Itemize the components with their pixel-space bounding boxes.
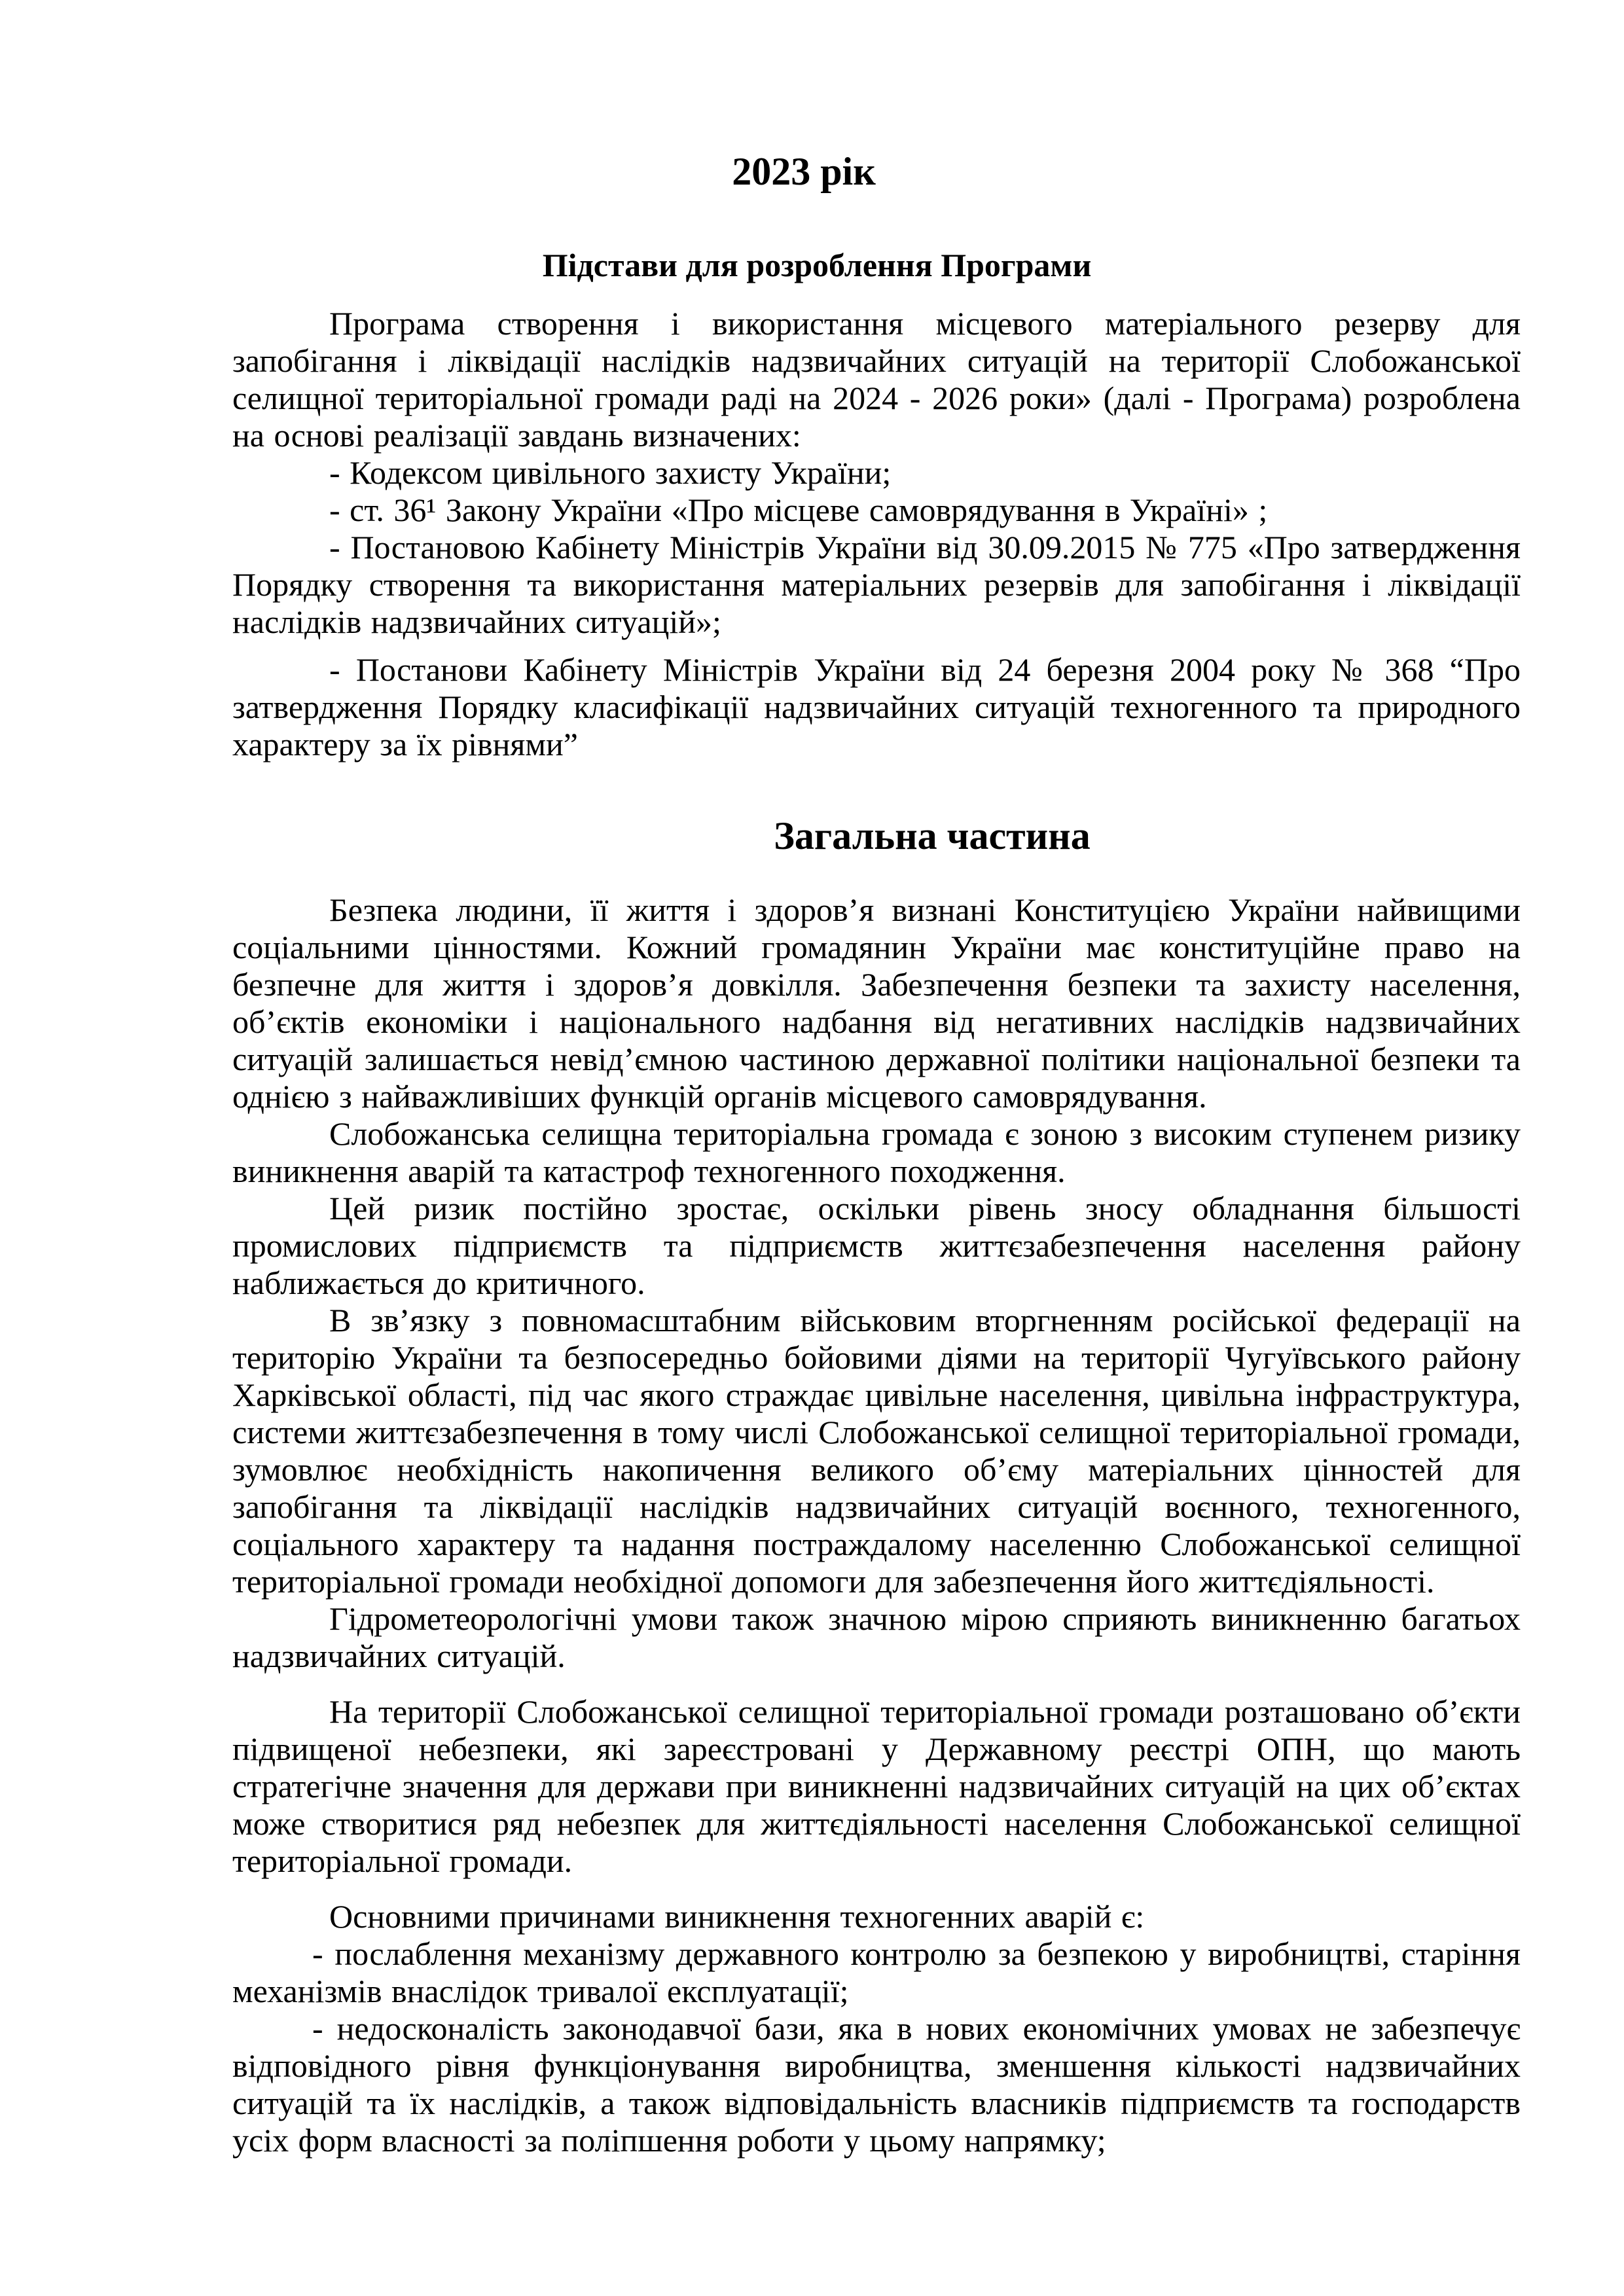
- basis-item-resolution-368: - Постанови Кабінету Міністрів України від 24 березня 2004 року № 368 “Про затвердження Порядку класифікації надзвичайних ситуацій техногенного та природного характеру за їх рівнями”: [232, 651, 1521, 762]
- general-paragraph-invasion-impact: В зв’язку з повномасштабним військовим вторгненням російської федерації на територію України та безпосередньо бойовими діями на території Чугуївського району Харківської області, під час якого страждає цивільне населення, цивільна інфраструктура, системи життєзабезпечення в тому числі Слобожанської селищної територіальної громади, зумовлює необхідність накопичення великого об’єму матеріальних цінностей для запобігання та ліквідації наслідків надзвичайних ситуацій воєнного, техногенного, соціального характеру та надання постраждалому населенню Слобожанської селищної територіальної громади необхідної допомоги для забезпечення його життєдіяльності.: [232, 1302, 1521, 1600]
- basis-item-civil-protection-code: - Кодексом цивільного захисту України;: [329, 454, 892, 491]
- cause-item-weakened-state-control: - послаблення механізму державного контролю за безпекою у виробництві, старіння механізмів внаслідок тривалої експлуатації;: [232, 1935, 1521, 2009]
- general-paragraph-human-safety: Безпека людини, її життя і здоров’я визнані Конституцією України найвищими соціальними цінностями. Кожний громадянин України має конституційне право на безпечне для життя і здоров’я довкілля. Забезпечення безпеки та захисту населення, об’єктів економіки і національного надбання від негативних наслідків надзвичайних ситуацій залишається невід’ємною частиною державної політики національної безпеки та однією з найважливіших функцій органів місцевого самоврядування.: [232, 891, 1521, 1115]
- general-paragraph-community-risk-zone: Слобожанська селищна територіальна громада є зоною з високим ступенем ризику виникнення аварій та катастроф техногенного походження.: [232, 1115, 1521, 1189]
- basis-item-resolution-775: - Постановою Кабінету Міністрів України від 30.09.2015 № 775 «Про затвердження Порядку створення та використання матеріальних резервів для запобігання і ліквідації наслідків надзвичайних ситуацій»;: [232, 529, 1521, 640]
- general-paragraph-accident-causes-lead: Основними причинами виникнення техногенних аварій є:: [329, 1898, 1145, 1935]
- year-heading: 2023 рік: [732, 150, 876, 193]
- general-section-title: Загальна частина: [774, 814, 1091, 857]
- general-paragraph-hydrometeorological-conditions: Гідрометеорологічні умови також значною мірою сприяють виникненню багатьох надзвичайних ситуацій.: [232, 1600, 1521, 1674]
- general-paragraph-risk-growth: Цей ризик постійно зростає, оскільки рівень зносу обладнання більшості промислових підприємств та підприємств життєзабезпечення населення району наближається до критичного.: [232, 1190, 1521, 1301]
- program-intro-paragraph: Програма створення і використання місцевого матеріального резерву для запобігання і ліквідації наслідків надзвичайних ситуацій на території Слобожанської селищної територіальної громади раді на 2024 - 2026 роки» (далі - Програма) розроблена на основі реалізації завдань визначених:: [232, 305, 1521, 454]
- general-paragraph-high-danger-objects: На території Слобожанської селищної територіальної громади розташовано об’єкти підвищеної небезпеки, які зареєстровані у Державному реєстрі ОПН, що мають стратегічне значення для держави при виникненні надзвичайних ситуацій на цих об’єктах може створитися ряд небезпек для життєдіяльності населення Слобожанської селищної територіальної громади.: [232, 1693, 1521, 1879]
- cause-item-imperfect-legislation: - недосконалість законодавчої бази, яка в нових економічних умовах не забезпечує відповідного рівня функціонування виробництва, зменшення кількості надзвичайних ситуацій та їх наслідків, а також відповідальність власників підприємств та господарств усіх форм власності за поліпшення роботи у цьому напрямку;: [232, 2010, 1521, 2159]
- basis-section-title: Підстави для розроблення Програми: [542, 247, 1092, 283]
- basis-item-law-article-36: - ст. 36¹ Закону України «Про місцеве самоврядування в Україні» ;: [329, 492, 1268, 528]
- document-content: [232, 0, 1521, 2159]
